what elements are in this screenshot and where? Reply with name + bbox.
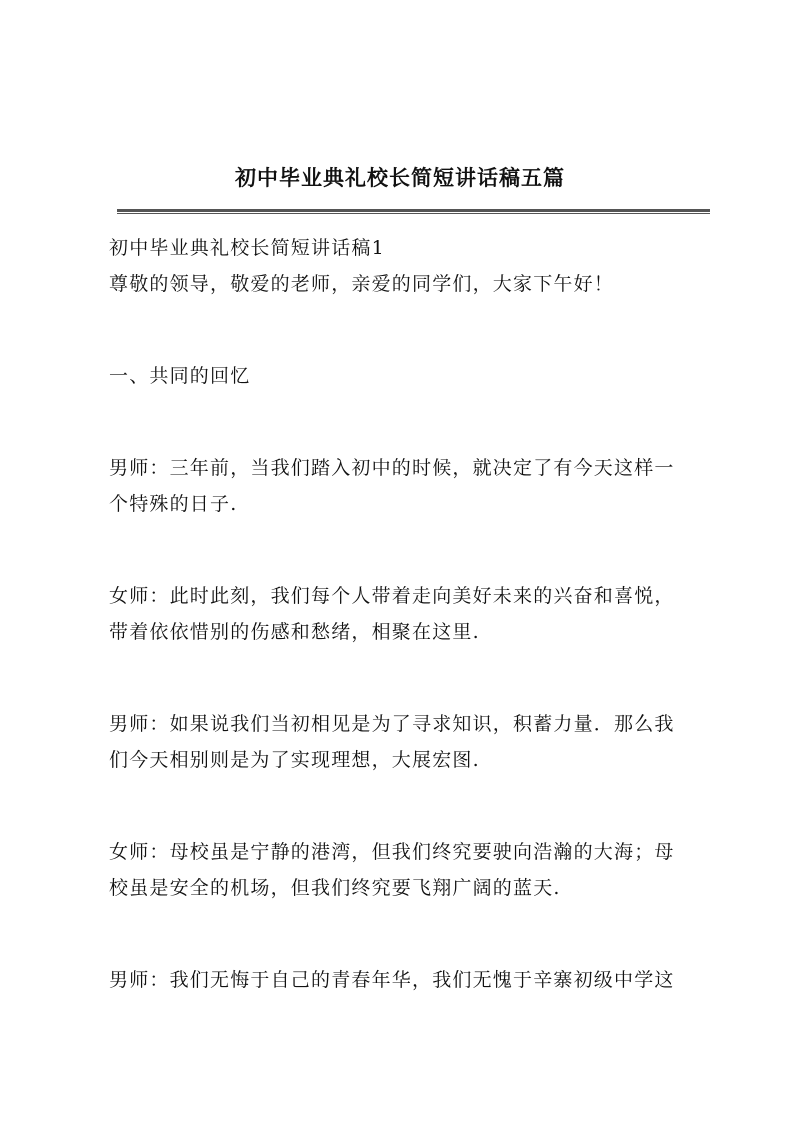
paragraph [109, 578, 715, 650]
paragraph-line: 女师：此时此刻，我们每个人带着走向美好未来的兴奋和喜悦， [109, 585, 675, 607]
paragraph [109, 834, 715, 906]
paragraph-line: 男师：三年前，当我们踏入初中的时候，就决定了有今天这样一 [109, 457, 675, 479]
greeting-line: 尊敬的领导，敬爱的老师，亲爱的同学们，大家下午好！ [109, 273, 615, 295]
section-heading: 一、共同的回忆 [109, 365, 251, 387]
paragraph [109, 450, 715, 522]
paragraph-line: 校虽是安全的机场，但我们终究要飞翔广阔的蓝天. [109, 877, 561, 899]
paragraph [109, 706, 715, 778]
paragraph-gap [109, 906, 715, 962]
paragraph-gap [109, 650, 715, 706]
paragraph-gap [109, 394, 715, 450]
paragraph [109, 962, 715, 998]
document-title: 初中毕业典礼校长简短讲话稿五篇 [235, 165, 565, 190]
speech-subtitle: 初中毕业典礼校长简短讲话稿1 [109, 237, 385, 259]
paragraph-line: 个特殊的日子. [109, 493, 238, 515]
paragraph-line: 们今天相别则是为了实现理想，大展宏图. [109, 749, 480, 771]
paragraph-line: 带着依依惜别的伤感和愁绪，相聚在这里. [109, 621, 480, 643]
paragraph-line: 女师：母校虽是宁静的港湾，但我们终究要驶向浩瀚的大海；母 [109, 841, 675, 863]
paragraph-line: 男师：如果说我们当初相见是为了寻求知识，积蓄力量．那么我 [109, 713, 675, 735]
paragraph-line: 男师：我们无悔于自己的青春年华，我们无愧于辛寨初级中学这 [109, 969, 675, 991]
paragraph-gap [109, 778, 715, 834]
paragraph-gap [109, 302, 715, 358]
document-body [109, 230, 715, 998]
title-divider [117, 209, 710, 214]
paragraph-gap [109, 522, 715, 578]
